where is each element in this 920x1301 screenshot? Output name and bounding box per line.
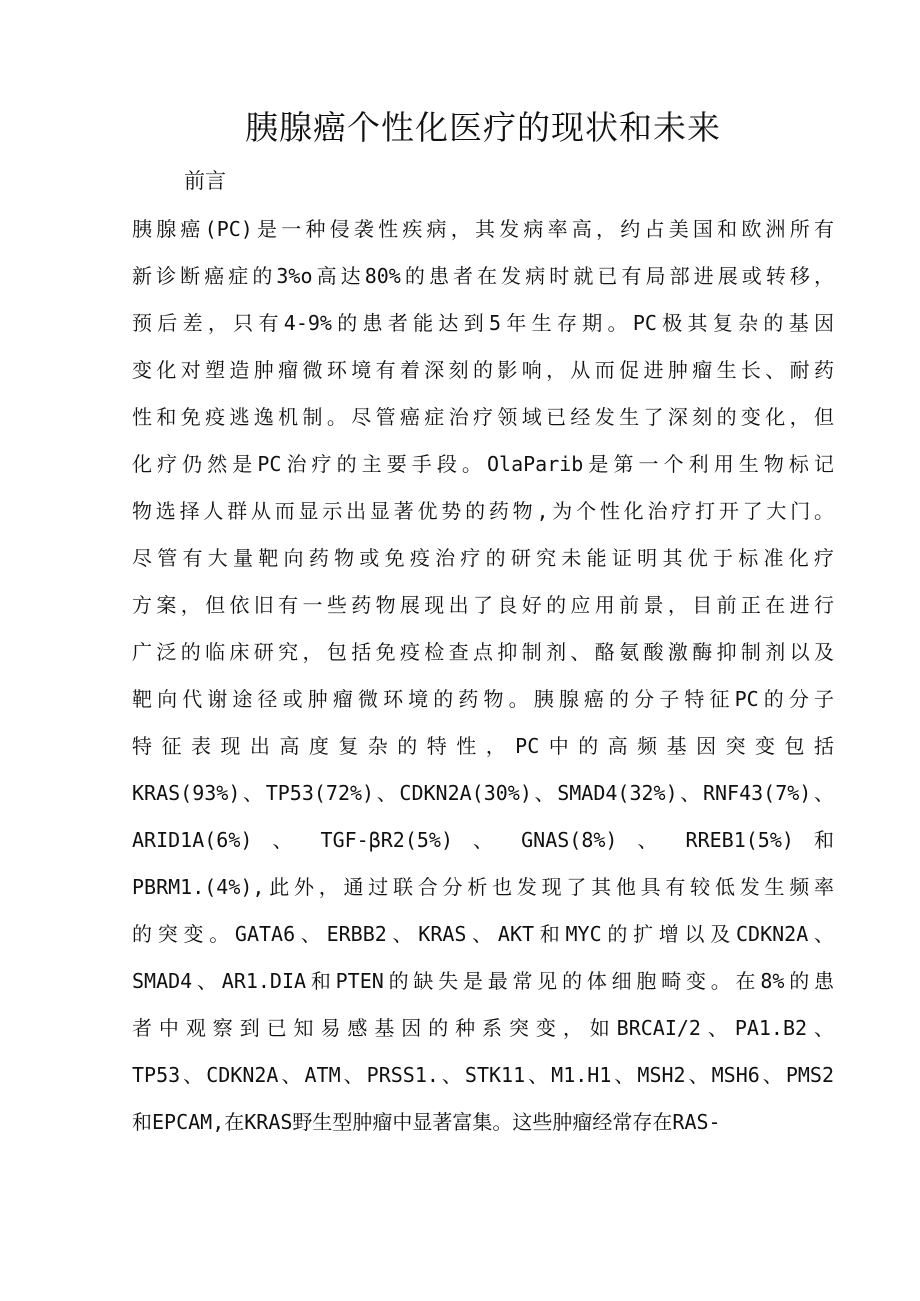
text-line: 变化对塑造肿瘤微环境有着深刻的影响，从而促进肿瘤生长、耐药 xyxy=(132,358,834,382)
text-line: 靶向代谢途径或肿瘤微环境的药物。胰腺癌的分子特征PC的分子 xyxy=(132,687,834,711)
text-line: 的突变。GATA6、ERBB2、KRAS、AKT和MYC的扩增以及CDKN2A、 xyxy=(132,922,834,946)
text-line: 广泛的临床研究，包括免疫检查点抑制剂、酪氨酸激酶抑制剂以及 xyxy=(132,640,834,664)
text-line: 性和免疫逃逸机制。尽管癌症治疗领域已经发生了深刻的变化，但 xyxy=(132,405,834,429)
body-paragraph xyxy=(132,206,834,1146)
text-line: KRAS(93%)、TP53(72%)、CDKN2A(30%)、SMAD4(32%)、RNF43(7%)、 xyxy=(132,781,834,805)
document-title: 胰腺癌个性化医疗的现状和未来 xyxy=(245,108,721,147)
text-line: 尽管有大量靶向药物或免疫治疗的研究未能证明其优于标准化疗 xyxy=(132,546,834,570)
text-line: 预后差，只有4-9%的患者能达到5年生存期。PC极其复杂的基因 xyxy=(132,311,834,335)
text-line: 方案，但依旧有一些药物展现出了良好的应用前景，目前正在进行 xyxy=(132,593,834,617)
text-line: 化疗仍然是PC治疗的主要手段。OlaParib是第一个利用生物标记 xyxy=(132,452,834,476)
text-line: SMAD4、AR1.DIA和PTEN的缺失是最常见的体细胞畸变。在8%的患 xyxy=(132,969,834,993)
section-heading-preface: 前言 xyxy=(184,169,226,193)
text-line: ARID1A(6%) 、 TGF-βR2(5%) 、 GNAS(8%) 、 RREB1(5%) 和 xyxy=(132,828,834,852)
text-line: 者中观察到已知易感基因的种系突变，如BRCAI/2、PA1.B2、 xyxy=(132,1016,834,1040)
text-line: PBRM1.(4%),此外，通过联合分析也发现了其他具有较低发生频率 xyxy=(132,875,834,899)
text-line: 特征表现出高度复杂的特性，PC中的高频基因突变包括 xyxy=(132,734,834,758)
text-line: 物选择人群从而显示出显著优势的药物,为个性化治疗打开了大门。 xyxy=(132,499,834,523)
text-line: 新诊断癌症的3%o高达80%的患者在发病时就已有局部进展或转移， xyxy=(132,264,834,288)
text-line: TP53、CDKN2A、ATM、PRSS1.、STK11、M1.H1、MSH2、MSH6、PMS2 xyxy=(132,1063,834,1087)
text-line: 和EPCAM,在KRAS野生型肿瘤中显著富集。这些肿瘤经常存在RAS- xyxy=(132,1110,721,1134)
text-line: 胰腺癌(PC)是一种侵袭性疾病，其发病率高，约占美国和欧洲所有 xyxy=(132,217,834,241)
